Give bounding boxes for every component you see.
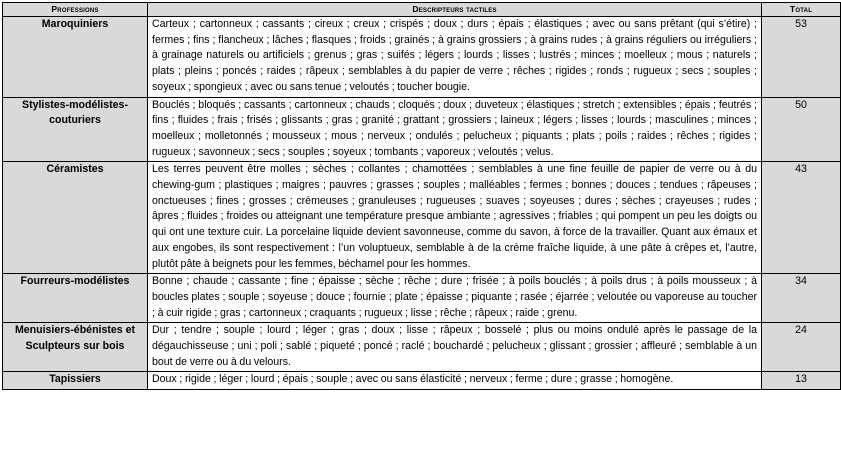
- total-cell: 50: [762, 97, 841, 162]
- total-cell: 53: [762, 17, 841, 98]
- descriptors-cell: Dur ; tendre ; souple ; lourd ; léger ; gras ; doux ; lisse ; râpeux ; bosselé ; plus ou moins ondulé après le passage de la dégauchisseuse ; uni ; poli ; sablé ; piqueté ; poncé ; raclé ; bouchardé ; pelucheux ; glissant ; grossier ; affleuré ; semblable à un bout de verre ou à du velours.: [148, 323, 762, 372]
- descriptors-cell: Les terres peuvent être molles ; sèches ; collantes ; chamottées ; semblables à une fine feuille de papier de verre ou à du chewing-gum ; plastiques ; maigres ; pauvres ; grasses ; souples ; malléables ; fermes ; bonnes ; douces ; tendues ; râpeuses ; onctueuses ; fines ; grosses ; crémeuses ; granuleuses ; rugueuses ; suaves ; soyeuses ; dures ; sèches ; crayeuses ; rudes ; âpres ; fluides ; froides ou atteignant une température presque ambiante ; agressives ; friables ; qui pompent un peu les doigts ou qui ont une texture cuir. La porcelaine liquide devient savonneuse, comme du savon, à force de la travailler. Quant aux émaux et aux engobes, ils sont respectivement : l’un voluptueux, semblable à de la crème fraîche liquide, à une pâte à crêpes et, l’autre, plutôt pâte à beignets pour les femmes, béchamel pour les hommes.: [148, 162, 762, 274]
- descriptors-cell: Doux ; rigide ; léger ; lourd ; épais ; souple ; avec ou sans élasticité ; nerveux ; ferme ; dure ; grasse ; homogène.: [148, 372, 762, 390]
- header-descriptors: Descripteurs tactiles: [148, 3, 762, 17]
- total-cell: 24: [762, 323, 841, 372]
- descriptors-cell: Bonne ; chaude ; cassante ; fine ; épaisse ; sèche ; rêche ; dure ; frisée ; à poils bouclés ; à poils drus ; à poils mousseux ; à boucles plates ; souple ; soyeuse ; douce ; fournie ; plate ; épaisse ; piquante ; rasée ; éjarrée ; veloutée ou vaporeuse au toucher ; à cuir rigide ; gras ; cartonneux ; craquants ; rugueux ; lisse ; rêche ; râpeux ; raide ; grenu.: [148, 274, 762, 323]
- table-row: [3, 162, 841, 274]
- table-row: [3, 372, 841, 390]
- total-cell: 34: [762, 274, 841, 323]
- profession-cell: Fourreurs-modélistes: [3, 274, 148, 323]
- descriptors-cell: Carteux ; cartonneux ; cassants ; cireux ; creux ; crispés ; doux ; durs ; épais ; élastiques ; avec ou sans prêtant (qui s’étire) ; fermes ; fins ; flancheux ; lâches ; flasques ; froids ; grainés ; à grains grossiers ; à grains rudes ; à grains réguliers ou irréguliers ; à grainage naturels ou artificiels ; grenus ; gras ; suifés ; légers ; lourds ; lisses ; lustrés ; minces ; moelleux ; mous ; naturels ; plats ; pleins ; poncés ; raides ; râpeux ; semblables à du papier de verre ; rêches ; rigides ; ronds ; rugueux ; secs ; souples ; soyeux ; spongieux ; avec ou sans tenue ; veloutés ; toucher bougie.: [148, 17, 762, 98]
- tactile-descriptors-table: [2, 2, 841, 390]
- header-total: Total: [762, 3, 841, 17]
- total-cell: 13: [762, 372, 841, 390]
- profession-cell: Menuisiers-ébénistes et Sculpteurs sur bois: [3, 323, 148, 372]
- table-row: [3, 274, 841, 323]
- descriptors-cell: Bouclés ; bloqués ; cassants ; cartonneux ; chauds ; cloqués ; doux ; duveteux ; élastiques ; stretch ; extensibles ; épais ; feutrés ; fins ; fluides ; frais ; frisés ; glissants ; gras ; granité ; grattant ; grossiers ; laineux ; légers ; lisses ; lourds ; masculines ; minces ; moelleux ; molletonnés ; mousseux ; mous ; nerveux ; ondulés ; pelucheux ; piquants ; plats ; poils ; raides ; rêches ; rigides ; rugueux ; savonneux ; secs ; souples ; soyeux ; tombants ; vaporeux ; veloutés ; velus.: [148, 97, 762, 162]
- profession-cell: Maroquiniers: [3, 17, 148, 98]
- total-cell: 43: [762, 162, 841, 274]
- table-row: [3, 323, 841, 372]
- table-row: [3, 97, 841, 162]
- profession-cell: Céramistes: [3, 162, 148, 274]
- table-header-row: [3, 3, 841, 17]
- profession-cell: Tapissiers: [3, 372, 148, 390]
- profession-cell: Stylistes-modélistes-couturiers: [3, 97, 148, 162]
- header-professions: Professions: [3, 3, 148, 17]
- table-row: [3, 17, 841, 98]
